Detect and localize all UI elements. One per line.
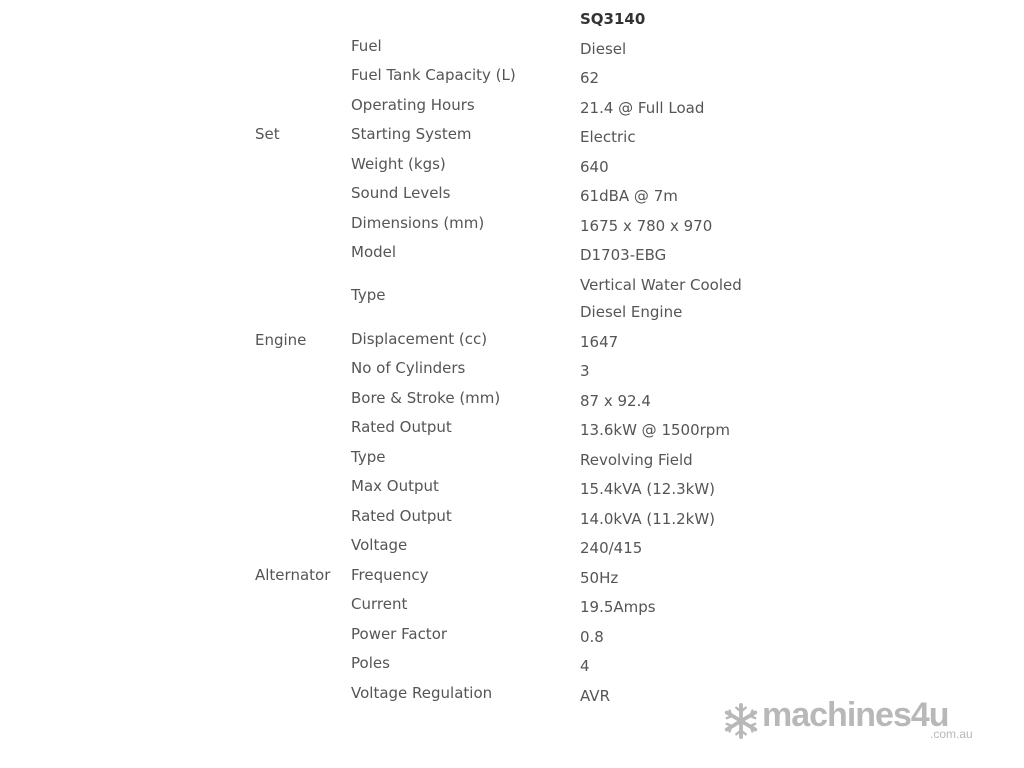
spec-value: Electric (580, 128, 636, 146)
spec-label: Displacement (cc) (351, 330, 488, 348)
spec-label: Model (351, 243, 397, 261)
spec-row (255, 272, 815, 327)
snowflake-icon (722, 702, 760, 740)
spec-value: 19.5Amps (580, 598, 656, 616)
machines4u-watermark (722, 696, 992, 744)
spec-label: Rated Output (351, 507, 452, 525)
spec-value: 61dBA @ 7m (580, 187, 678, 205)
spec-value: 14.0kVA (11.2kW) (580, 510, 716, 528)
spec-label: Bore & Stroke (mm) (351, 389, 501, 407)
group-label-alternator: Alternator (255, 566, 331, 584)
spec-label: Max Output (351, 477, 439, 495)
spec-label: Voltage (351, 536, 408, 554)
spec-value: 13.6kW @ 1500rpm (580, 421, 730, 439)
spec-label: Sound Levels (351, 184, 451, 202)
spec-value-line2: Diesel Engine (580, 303, 683, 321)
spec-label: Starting System (351, 125, 472, 143)
spec-label: Current (351, 595, 408, 613)
spec-label: Frequency (351, 566, 429, 584)
spec-value-line1: Vertical Water Cooled (580, 276, 742, 294)
spec-value: AVR (580, 687, 610, 705)
spec-value: 87 x 92.4 (580, 392, 651, 410)
spec-value: 4 (580, 657, 590, 675)
spec-value: 640 (580, 158, 609, 176)
spec-label: Weight (kgs) (351, 155, 446, 173)
spec-value: 0.8 (580, 628, 604, 646)
spec-label: Fuel (351, 37, 382, 55)
spec-label: Poles (351, 654, 390, 672)
spec-value: Revolving Field (580, 451, 693, 469)
spec-value: Diesel (580, 40, 627, 58)
spec-value: 21.4 @ Full Load (580, 99, 705, 117)
spec-label: Type (351, 448, 386, 466)
spec-value: 15.4kVA (12.3kW) (580, 480, 716, 498)
group-label-set: Set (255, 125, 280, 143)
logo-wordmark: machines4u (762, 696, 949, 734)
spec-value: 50Hz (580, 569, 619, 587)
spec-label: Rated Output (351, 418, 452, 436)
spec-label: No of Cylinders (351, 359, 466, 377)
spec-value: 3 (580, 362, 590, 380)
group-label-engine: Engine (255, 331, 307, 349)
spec-value: 1647 (580, 333, 619, 351)
spec-value: D1703-EBG (580, 246, 667, 264)
model-header: SQ3140 (580, 10, 646, 28)
spec-label: Dimensions (mm) (351, 214, 485, 232)
spec-label: Power Factor (351, 625, 448, 643)
spec-label: Voltage Regulation (351, 684, 493, 702)
spec-label: Fuel Tank Capacity (L) (351, 66, 516, 84)
spec-value: 240/415 (580, 539, 643, 557)
spec-value: 1675 x 780 x 970 (580, 217, 713, 235)
spec-label: Operating Hours (351, 96, 475, 114)
spec-value: 62 (580, 69, 600, 87)
logo-domain: .com.au (930, 727, 973, 741)
spec-label: Type (351, 286, 386, 304)
